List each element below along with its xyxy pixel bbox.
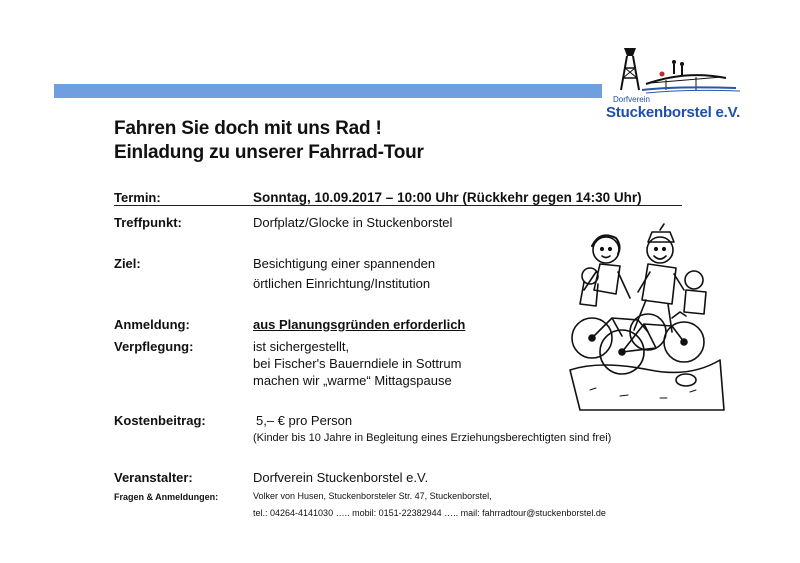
verpflegung-line2: bei Fischer's Bauerndiele in Sottrum bbox=[253, 356, 462, 371]
headline-line2: Einladung zu unserer Fahrrad-Tour bbox=[114, 142, 424, 163]
header-bar bbox=[54, 84, 602, 98]
kosten-value: 5,– € pro Person bbox=[256, 413, 353, 428]
headline-line1: Fahren Sie doch mit uns Rad ! bbox=[114, 118, 382, 139]
termin-underline bbox=[114, 205, 682, 206]
fragen-line2: tel.: 04264-4141030 ….. mobil: 0151-22382944 ….. mail: fahrradtour@stuckenborstel.de bbox=[253, 508, 606, 518]
logo-small-text: Dorfverein bbox=[613, 95, 650, 104]
ziel-line2: örtlichen Einrichtung/Institution bbox=[253, 276, 431, 291]
logo-tower-bridge-icon bbox=[606, 44, 756, 94]
kosten-label: Kostenbeitrag: bbox=[114, 413, 206, 428]
family-bicycle-illustration bbox=[560, 220, 728, 412]
veranstalter-value: Dorfverein Stuckenborstel e.V. bbox=[253, 470, 429, 485]
verpflegung-line3: machen wir „warme“ Mittagspause bbox=[253, 373, 452, 388]
fragen-label: Fragen & Anmeldungen: bbox=[114, 492, 219, 502]
anmeldung-value: aus Planungsgründen erforderlich bbox=[253, 317, 466, 332]
verpflegung-label: Verpflegung: bbox=[114, 339, 194, 354]
kosten-note: (Kinder bis 10 Jahre in Begleitung eines Erziehungsberechtigten sind frei) bbox=[253, 432, 612, 444]
treffpunkt-label: Treffpunkt: bbox=[114, 215, 182, 230]
treffpunkt-value: Dorfplatz/Glocke in Stuckenborstel bbox=[253, 215, 453, 230]
verpflegung-line1: ist sichergestellt, bbox=[253, 339, 350, 354]
fragen-line1: Volker von Husen, Stuckenborsteler Str. 47, Stuckenborstel, bbox=[253, 491, 492, 501]
logo-name: Stuckenborstel e.V. bbox=[606, 104, 741, 121]
ziel-line1: Besichtigung einer spannenden bbox=[253, 256, 436, 271]
ziel-label: Ziel: bbox=[114, 256, 141, 271]
termin-value: Sonntag, 10.09.2017 – 10:00 Uhr (Rückkehr gegen 14:30 Uhr) bbox=[253, 190, 642, 205]
anmeldung-label: Anmeldung: bbox=[114, 317, 190, 332]
veranstalter-label: Veranstalter: bbox=[114, 470, 193, 485]
termin-label: Termin: bbox=[114, 190, 161, 205]
